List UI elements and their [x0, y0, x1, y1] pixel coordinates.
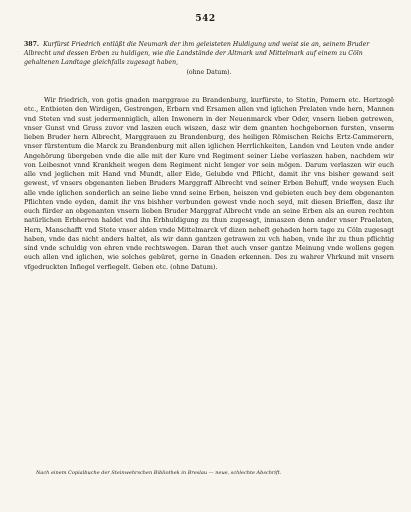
source-footnote: Nach einem Copialbuche der Steinwehrschen Bibliothek in Breslau — neue, schlechte Abschrift. — [36, 470, 282, 476]
page-number: 542 — [195, 14, 216, 24]
heading-text: Kurfürst Friedrich entläßt die Neumark der ihm geleisteten Huldigung und weist sie an, seinem Bruder Albrecht und dessen Erben zu huldigen, wie die Landstände der Altmark und Mittelmark auf einem zu Cöln gehaltenen Landtage gleichfalls zugesagt haben, — [24, 41, 370, 67]
document-number: 387. — [24, 41, 40, 48]
document-heading — [24, 40, 394, 77]
document-body: Wir friedrich, von gotis gnaden marggraue zu Brandenburg, kurfürste, to Stetin, Pomern etc. Hertzogē etc., Entbieten den Wirdigen, Gestrengen, Erbarn vnd Ersamen allen vnd iglichen Prelaten vnde hern, Mannen vnd Steten vnd sust jedermenniglich, allen Inwonern in der Neuenmarck vber Oder, vnsern lieben getrewen, vnser Gunst vnd Gruss zuvor vnd laszen euch wiszen, dasz wir dem gnanten hochgebornen fursten, vnserm lieben Bruder hern Albrecht, Marggrauen zu Brandenburg, des heiligen Römischen Reichs Ertz-Cammerern, vnser fürstentum die Marck zu Brandenburg mit allen iglichen Herrlichkeiten, Landen vnd Leuten vnde ander Angehörung übergeben vnde die alle mit der Kure vnd Regiment seiner Liebe verlaszen haben, nachdem wir von Leibesnot vnnd Krankheit wegen dem Regiment nicht lenger vor sein mögen. Darum verlaszen wir euch alle vnd jeglichen mit Hand vnd Mundt, aller Eide, Gelubde vnd Pflicht, damit ihr vns bisher gewand seit gewest, vf vnsers obgenanten lieben Bruders Marggraff Albrecht vnd seiner Erben Behuff, vnde weysen Euch alle vnde iglichen sonderlich an seine liebe vnnd seine Erben, heiszen vnd gebieten euch bey dem obgenanten Pflichten vnde eyden, damit ihr vns bishher verbunden gewest vnde noch seyd, mit diesen Brieffen, dasz ihr euch fürder an obgenanten vnsern lieben Bruder Marggraf Albrecht vnde an seine Erben als an euren rechten natürlichen Erbherren haldet vnd ihn Erbhuldigung zu thun zugesagt, inmaszen denn ander vnser Praelaten, Hern, Manschafft vnd Stete vnser alden vnde Mittelmarck vf dizen neheſt gehaden hern tage zu Cöln zugesagt haben, vnde das nicht anders haltet, als wir dann gantzen getrawen zu vch haben, vnde ihr zu thun pflichtig sind vnde schuldig von ehren vnde rechtswegen. Daran thet auch vnser gantze Meinung vnde wollens gegen euch allen vnd iglichen, wie solches gebüret, gerne in Gnaden erkennen. Des zu wahrer Vhrkund mit vnsern vfgedruckten Infiegel verfiegelt. Geben etc. (ohne Datum). — [24, 96, 394, 271]
heading-subtitle: (ohne Datum). — [186, 68, 232, 76]
